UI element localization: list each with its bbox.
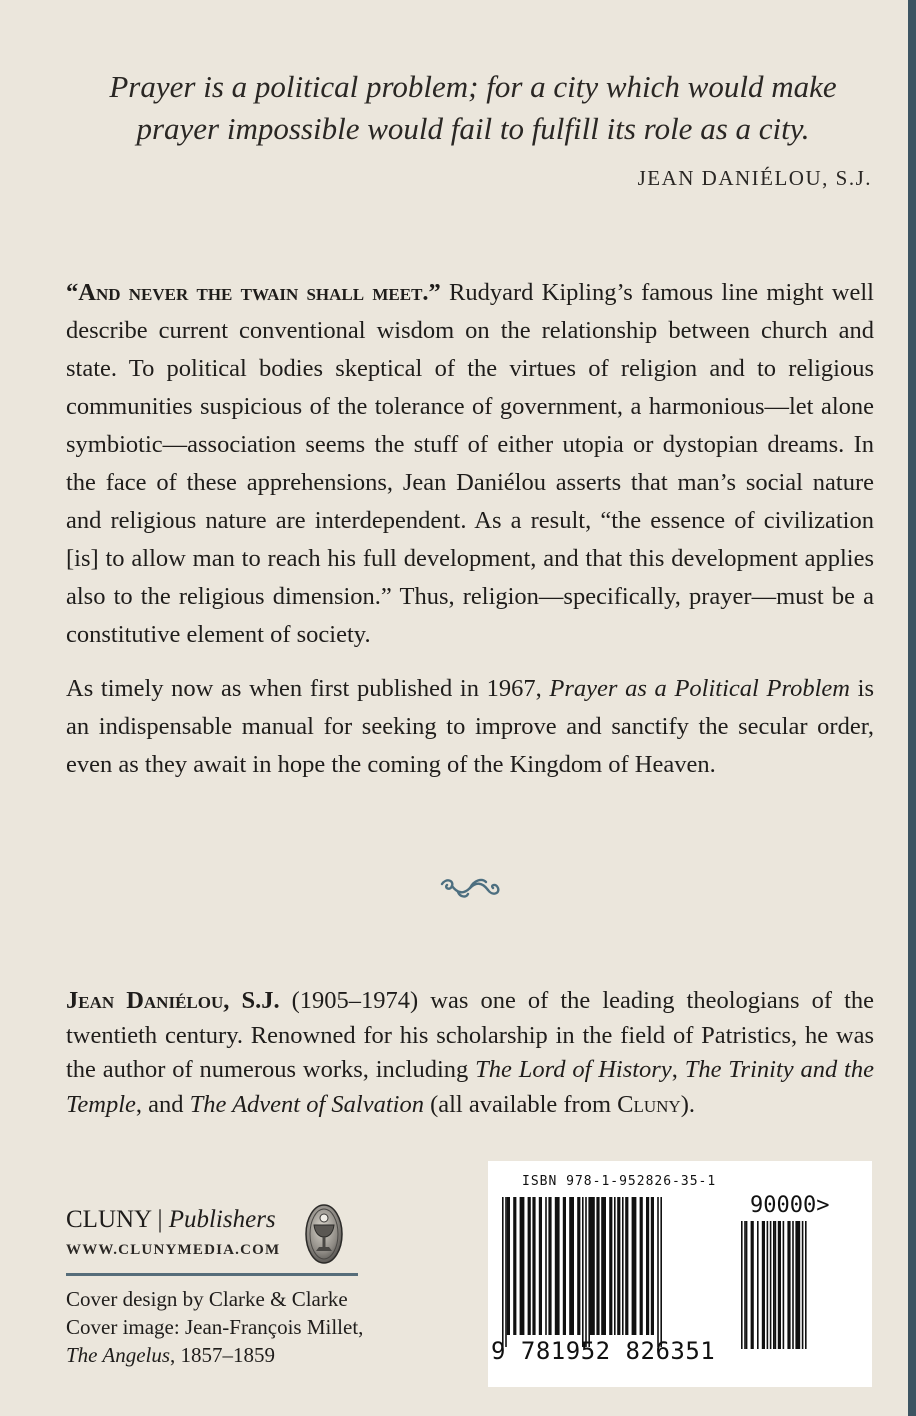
barcode-bar	[539, 1197, 542, 1335]
barcode-bar	[762, 1221, 765, 1349]
barcode-bar	[751, 1221, 754, 1349]
barcode-bar	[778, 1221, 781, 1349]
barcode-bar	[582, 1197, 584, 1347]
bio-text: (all available from	[423, 1090, 618, 1118]
barcode-bar	[741, 1221, 743, 1349]
barcode-bar	[640, 1197, 643, 1335]
book-title: Prayer as a Political Problem	[549, 675, 850, 702]
publisher-label: Publishers	[168, 1206, 276, 1233]
cover-design-credit: Cover design by Clarke & Clarke	[66, 1287, 348, 1311]
book-description	[66, 274, 874, 800]
description-paragraph-2	[66, 670, 874, 784]
opening-quote: “And never the twain shall meet.”	[66, 279, 441, 306]
addon-barcode-bars	[739, 1221, 857, 1349]
barcode-bar	[757, 1221, 759, 1349]
work-title: The Trinity and the Temple	[66, 1056, 874, 1118]
barcode-bar	[775, 1221, 777, 1349]
work-title: The Lord of History	[475, 1056, 672, 1083]
publisher-block	[66, 1205, 280, 1259]
cover-credits	[66, 1285, 363, 1369]
barcode-bar	[632, 1197, 637, 1335]
barcode-bar	[746, 1221, 748, 1349]
barcode-bar	[513, 1197, 516, 1335]
barcode-bar	[770, 1221, 772, 1349]
author-name: Jean Daniélou, S.J.	[66, 987, 280, 1014]
barcode-bar	[528, 1197, 531, 1335]
barcode-bar	[505, 1197, 507, 1347]
author-bio	[66, 984, 874, 1122]
barcode-bar	[590, 1197, 595, 1335]
barcode-bar	[548, 1197, 551, 1335]
publisher-name	[66, 1205, 280, 1235]
ean-number: 9 781952 826351	[491, 1337, 716, 1365]
barcode-bar	[787, 1221, 790, 1349]
barcode-bar	[577, 1197, 580, 1335]
barcode-bar	[651, 1197, 654, 1335]
barcode-bar	[601, 1197, 606, 1335]
bio-text: ).	[680, 1090, 696, 1118]
barcode-bar	[502, 1197, 504, 1347]
epigraph-line: Prayer is a political problem; for a city which would make	[109, 69, 837, 104]
barcode-bar	[545, 1197, 547, 1335]
barcode-bar	[609, 1197, 612, 1335]
barcode-bar	[795, 1221, 800, 1349]
publisher-url: WWW.CLUNYMEDIA.COM	[66, 1242, 281, 1258]
ornament-flourish-icon	[438, 874, 502, 902]
barcode-bar	[585, 1197, 587, 1347]
work-title: The Advent of Salvation	[189, 1090, 424, 1118]
description-paragraph-1	[66, 274, 874, 654]
artwork-dates: , 1857–1859	[170, 1343, 276, 1367]
barcode-bar	[569, 1197, 574, 1335]
barcode-bar	[507, 1197, 510, 1335]
barcode-bar	[660, 1197, 662, 1347]
ean-barcode-bars	[500, 1197, 730, 1347]
cover-image-title-line	[66, 1341, 363, 1369]
cover-image-credit: Cover image: Jean-François Millet,	[66, 1315, 364, 1339]
publisher-separator: |	[157, 1206, 163, 1233]
barcode-bar	[596, 1197, 599, 1335]
publisher-mention: Cluny	[617, 1090, 681, 1118]
epigraph-line: prayer impossible would fail to fulfill its role as a city.	[136, 111, 810, 146]
barcode-bar	[802, 1221, 804, 1349]
bio-text: , and	[135, 1090, 190, 1118]
isbn-label: ISBN 978-1-952826-35-1	[522, 1174, 717, 1189]
barcode-bar	[805, 1221, 807, 1349]
barcode-bar	[792, 1221, 794, 1349]
barcode-bar	[625, 1197, 628, 1335]
barcode-bar	[744, 1221, 746, 1349]
spine-edge-strip	[908, 0, 916, 1416]
epigraph-attribution: JEAN DANIÉLOU, S.J.	[637, 166, 872, 190]
barcode-bar	[646, 1197, 649, 1335]
paragraph-text: is an indispensable manual for seeking to improve and sanctify the secular order, even as they await in hope the coming of the Kingdom of Heaven.	[66, 675, 874, 778]
isbn-barcode	[488, 1161, 872, 1387]
divider-rule	[66, 1273, 358, 1276]
price-addon-number: 90000>	[750, 1193, 830, 1218]
barcode-bar	[588, 1197, 590, 1347]
barcode-bar	[773, 1221, 775, 1349]
bio-text: (1905–1974) was one of the leading theologians of the twentieth century. Renowned for his scholarship in the field of Patristics, he was the author of numerous works, including	[66, 987, 874, 1083]
publisher-wordmark: CLUNY	[66, 1206, 152, 1233]
barcode-bar	[617, 1197, 620, 1335]
barcode-bar	[532, 1197, 535, 1335]
artwork-title: The Angelus	[66, 1343, 171, 1367]
barcode-bar	[563, 1197, 566, 1335]
barcode-bar	[767, 1221, 769, 1349]
barcode-bar	[555, 1197, 560, 1335]
bio-text: ,	[671, 1056, 685, 1083]
barcode-bar	[657, 1197, 659, 1347]
barcode-bar	[614, 1197, 616, 1335]
barcode-bar	[622, 1197, 624, 1335]
epigraph-quote	[70, 66, 876, 150]
barcode-bar	[783, 1221, 785, 1349]
chalice-seal-icon	[304, 1203, 344, 1265]
paragraph-text: Rudyard Kipling’s famous line might well describe current conventional wisdom on the relationship between church and state. To political bodies skeptical of the virtues of religion and to religious communities suspicious of the tolerance of government, a harmonious—let alone symbiotic—association seems the stuff of either utopia or dystopian dreams. In the face of these apprehensions, Jean Daniélou asserts that man’s social nature and religious nature are interdependent. As a result, “the essence of civilization [is] to allow man to reach his full development, and that this development applies also to the religious dimension.” Thus, religion—specifically, prayer—must be a constitutive element of society.	[66, 279, 874, 648]
barcode-bar	[520, 1197, 525, 1335]
paragraph-text: As timely now as when first published in 1967,	[66, 675, 550, 702]
